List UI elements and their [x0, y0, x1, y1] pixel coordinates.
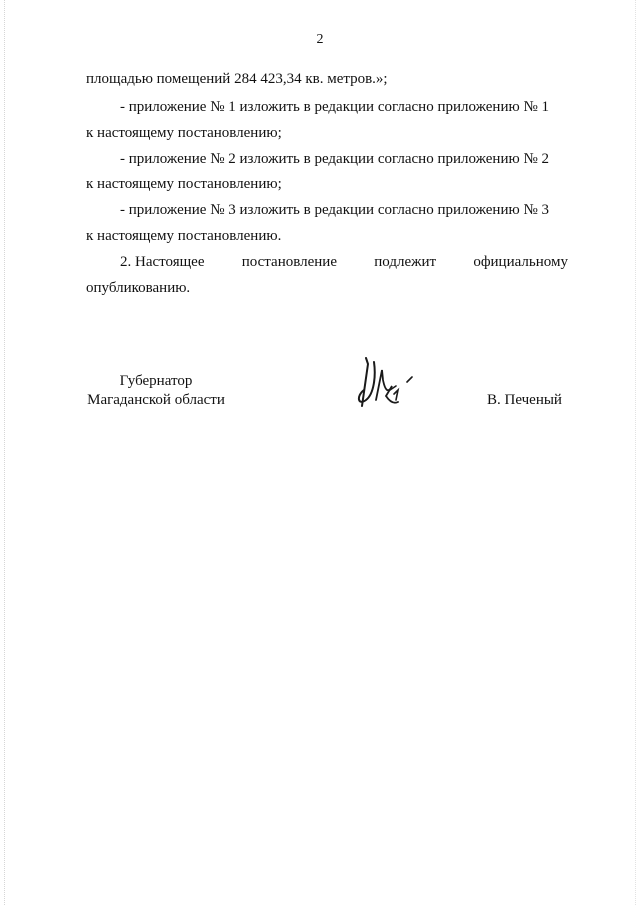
paragraph-2-line-2: к настоящему постановлению; — [86, 125, 282, 141]
paragraph-3-line-1: - приложение № 2 изложить в редакции согласно приложению № 2 — [120, 151, 550, 167]
paragraph-5-word-2: постановление — [241, 254, 337, 270]
page-number: 2 — [316, 32, 324, 47]
paragraph-1-line-1: площадью помещений 284 423,34 кв. метров.»; — [86, 71, 388, 87]
paragraph-5-line-1 — [120, 253, 568, 271]
paragraph-4-line-2: к настоящему постановлению. — [86, 228, 282, 244]
signatory-title-line-2: Магаданской области — [87, 392, 225, 408]
scan-edge-left — [4, 0, 7, 905]
paragraph-5-word-3: подлежит — [374, 254, 437, 270]
paragraph-5-word-1: 2. Настоящее — [120, 254, 205, 270]
paragraph-2-line-1: - приложение № 1 изложить в редакции согласно приложению № 1 — [120, 99, 550, 115]
paragraph-4-line-1: - приложение № 3 изложить в редакции согласно приложению № 3 — [120, 202, 550, 218]
signatory-name: В. Печеный — [487, 392, 562, 408]
signatory-title-line-1: Губернатор — [119, 373, 193, 389]
paragraph-5-word-4: официальному — [473, 254, 568, 270]
scan-edge-right — [635, 0, 638, 905]
handwritten-signature — [352, 350, 422, 412]
paragraph-5-line-2: опубликованию. — [86, 280, 191, 296]
paragraph-3-line-2: к настоящему постановлению; — [86, 176, 282, 192]
